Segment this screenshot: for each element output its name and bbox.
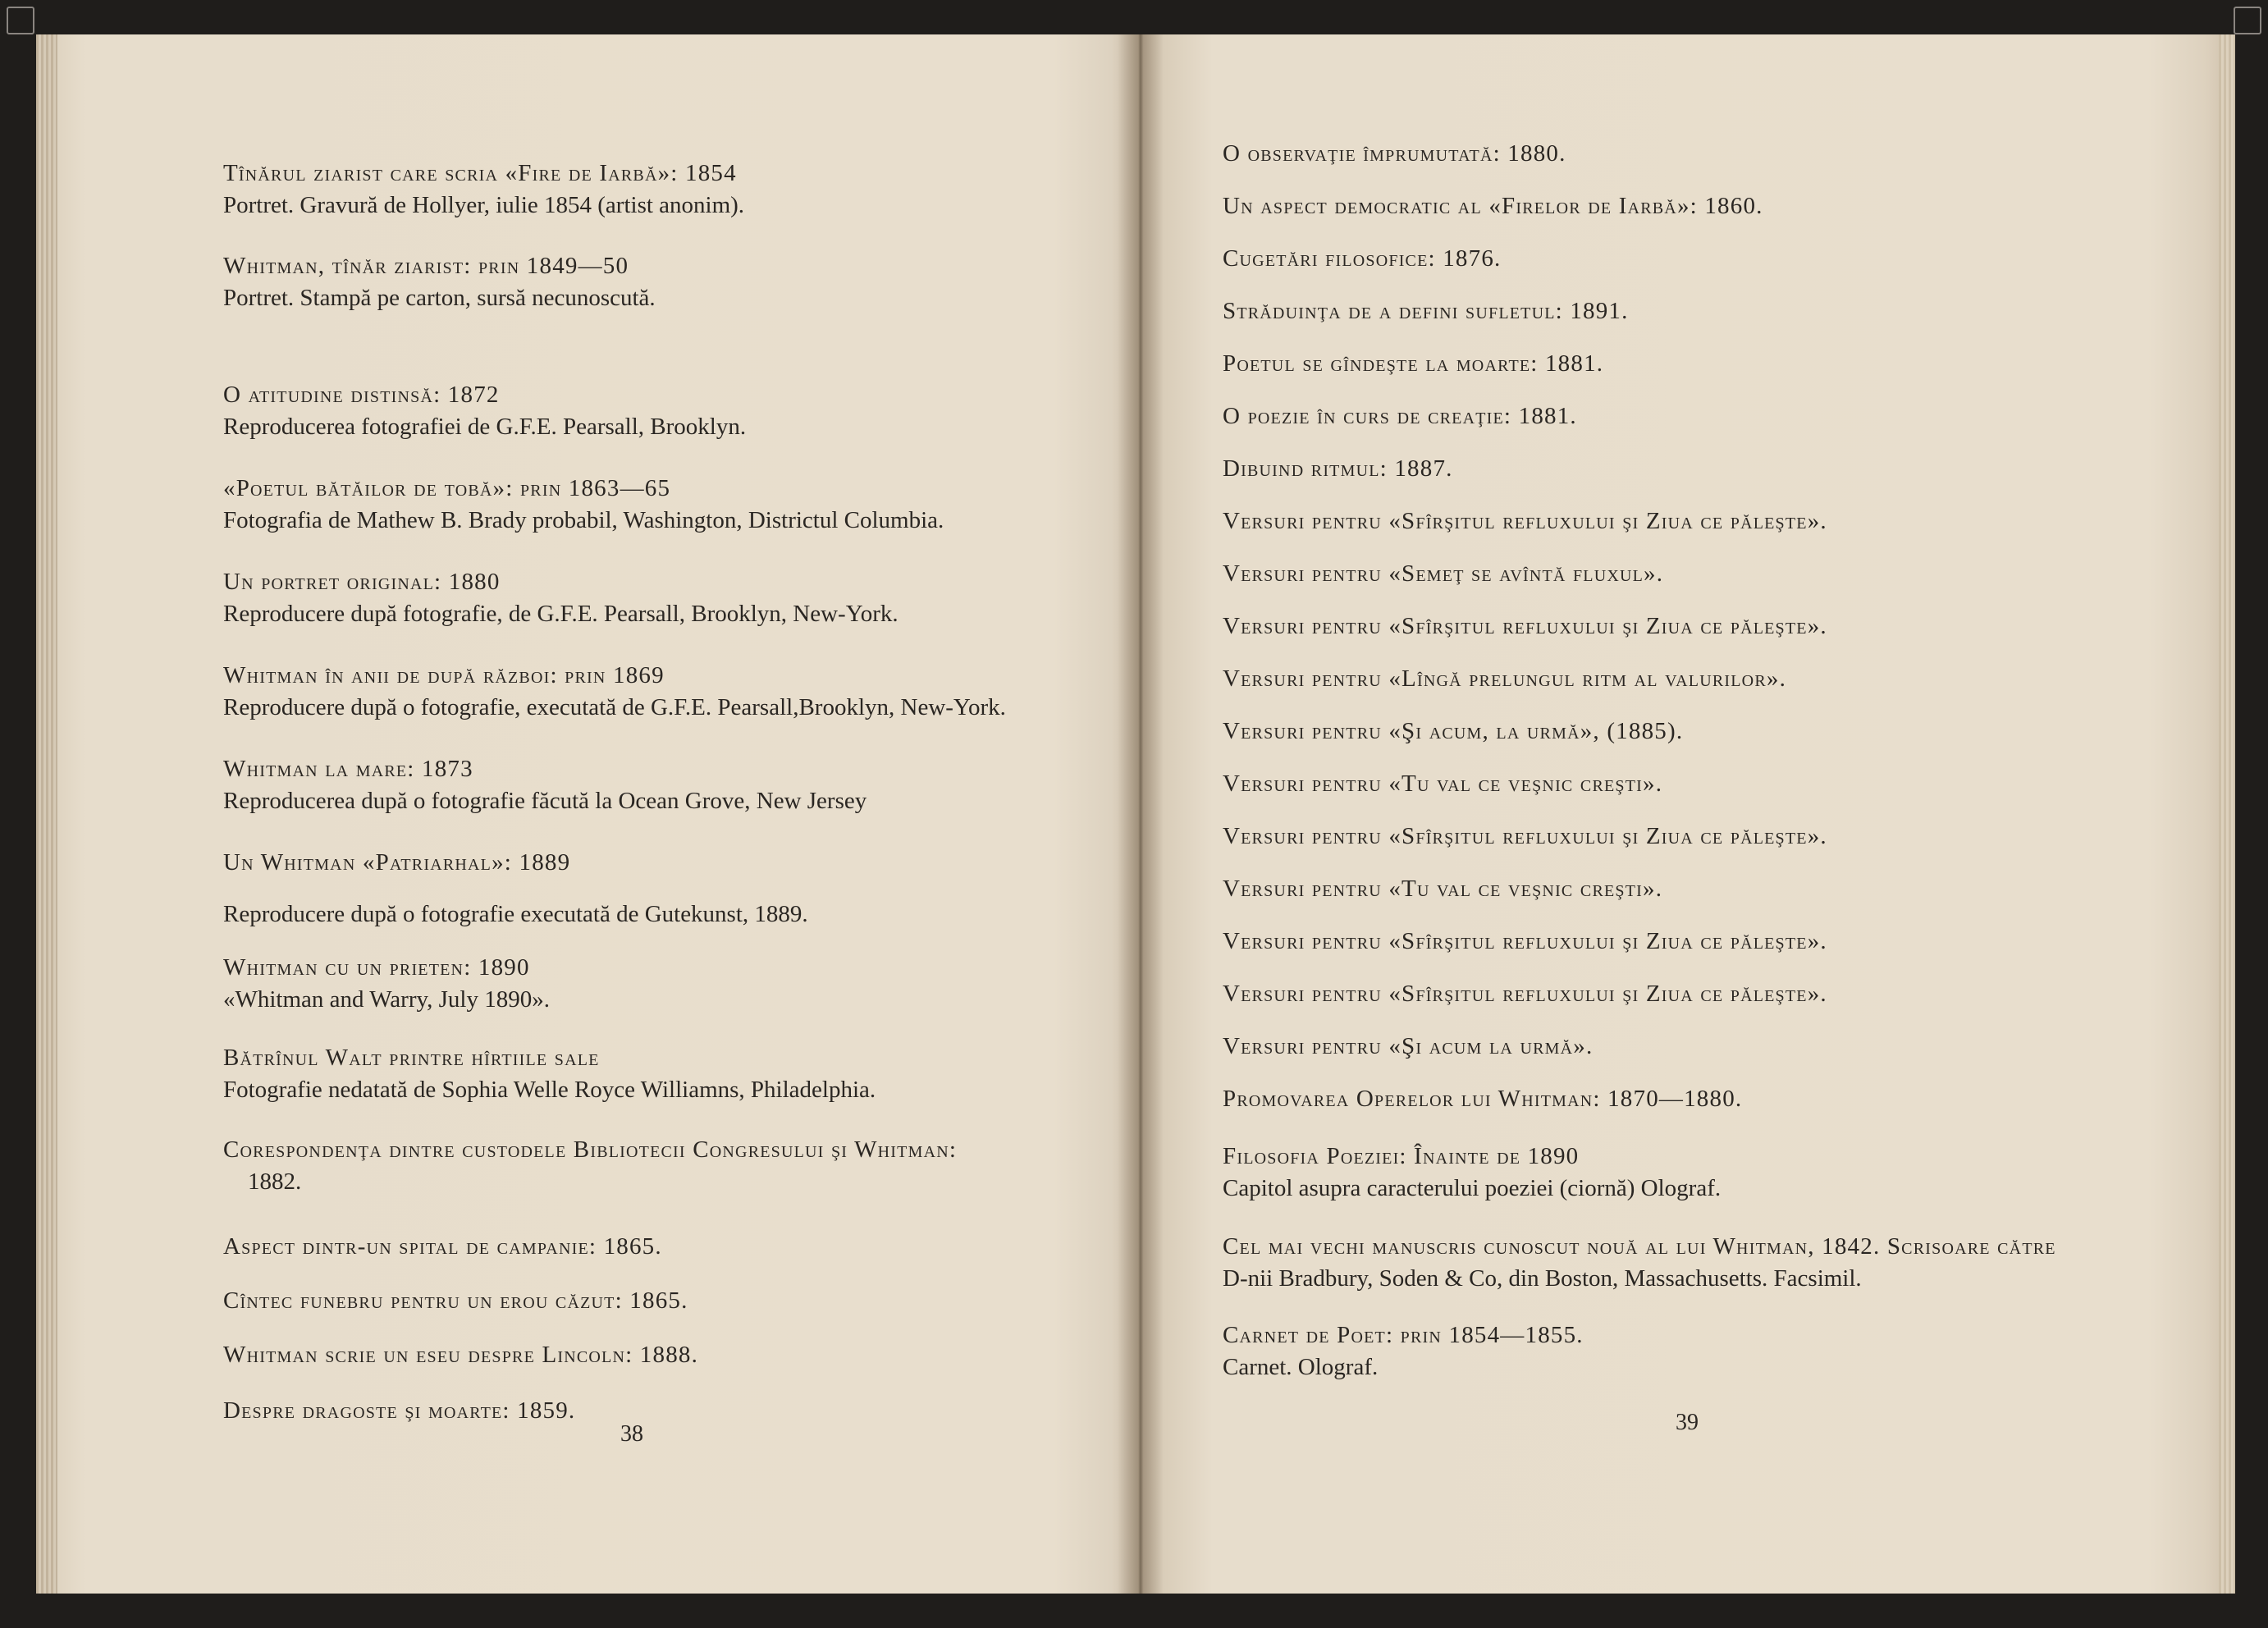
entry-description: «Whitman and Warry, July 1890». [223, 986, 550, 1013]
list-item [1223, 873, 2109, 904]
entry-title: Aspect dintr-un spital de campanie: 1865. [223, 1233, 662, 1260]
entry-title: Versuri pentru «Semeţ se avîntă fluxul». [1223, 560, 1664, 587]
entry-description: 1882. [248, 1168, 302, 1195]
list-item [1223, 1141, 2109, 1205]
list-item [223, 566, 1093, 630]
list-item [1223, 768, 2109, 799]
entry-title: Versuri pentru «Şi acum, la urmă», (1885). [1223, 718, 1684, 744]
list-item [223, 158, 1093, 222]
entry-description: Carnet. Olograf. [1223, 1354, 1379, 1380]
list-item [1223, 610, 2109, 642]
entry-title: Un portret original: 1880 [223, 569, 501, 595]
entry-title: Versuri pentru «Lîngă prelungul ritm al valurilor». [1223, 665, 1787, 692]
list-item [1223, 453, 2109, 484]
entry-title: Whitman, tînăr ziarist: prin 1849—50 [223, 253, 629, 279]
page-number: 38 [620, 1421, 643, 1447]
entry-title: Versuri pentru «Sfîrşitul refluxului şi Ziua ce păleşte». [1223, 508, 1827, 534]
entry-title: Whitman cu un prieten: 1890 [223, 954, 530, 981]
entry-title: Versuri pentru «Sfîrşitul refluxului şi Ziua ce păleşte». [1223, 928, 1827, 954]
page-edges [36, 34, 57, 1594]
list-item [223, 379, 1093, 443]
list-item [1223, 663, 2109, 694]
entry-description: Reproducere după o fotografie executată de Gutekunst, 1889. [223, 901, 808, 927]
entry-title: Versuri pentru «Sfîrşitul refluxului şi Ziua ce păleşte». [1223, 823, 1827, 849]
list-item [223, 250, 1093, 314]
list-item [1223, 243, 2109, 274]
list-item [223, 1042, 1093, 1106]
list-item [1223, 190, 2109, 222]
entry-title: O observaţie împrumutată: 1880. [1223, 140, 1566, 167]
entry-description: Reproducerea după o fotografie făcută la Ocean Grove, New Jersey [223, 788, 867, 814]
list-item [1223, 348, 2109, 379]
corner-marker [2234, 7, 2261, 34]
entry-title: Whitman scrie un eseu despre Lincoln: 1888. [223, 1342, 699, 1368]
entry-description: Reproducerea fotografiei de G.F.E. Pearsall, Brooklyn. [223, 414, 747, 440]
entry-title: Bătrînul Walt printre hîrtiile sale [223, 1045, 600, 1071]
list-item [1223, 1231, 2109, 1295]
entry-title: Cel mai vechi manuscris cunoscut nouă al lui Whitman, 1842. Scrisoare către [1223, 1233, 2056, 1260]
left-page [36, 34, 1139, 1594]
entry-title: Despre dragoste şi moarte: 1859. [223, 1397, 576, 1424]
entry-title: Versuri pentru «Sfîrşitul refluxului şi Ziua ce păleşte». [1223, 613, 1827, 639]
entry-description: Capitol asupra caracterului poeziei (ciornă) Olograf. [1223, 1175, 1722, 1201]
entry-title: Corespondenţa dintre custodele Bibliotecii Congresului şi Whitman: [223, 1136, 958, 1163]
list-item [223, 898, 1093, 931]
entry-title: O poezie în curs de creaţie: 1881. [1223, 403, 1577, 429]
list-item [1223, 138, 2109, 169]
page-edges [2219, 34, 2235, 1594]
list-item [223, 1231, 1093, 1262]
entry-title: Cîntec funebru pentru un erou căzut: 1865. [223, 1287, 688, 1314]
entry-title: Whitman la mare: 1873 [223, 756, 473, 782]
entry-title: Filosofia Poeziei: Înainte de 1890 [1223, 1143, 1580, 1169]
list-item [1223, 926, 2109, 957]
entry-title: Un aspect democratic al «Firelor de Iarbă»: 1860. [1223, 193, 1763, 219]
corner-marker [7, 7, 34, 34]
entry-title: Străduinţa de a defini sufletul: 1891. [1223, 298, 1629, 324]
entry-title: Promovarea Operelor lui Whitman: 1870—1880. [1223, 1086, 1743, 1112]
entry-title: Whitman în anii de după război: prin 1869 [223, 662, 665, 688]
entry-title: Carnet de Poet: prin 1854—1855. [1223, 1322, 1584, 1348]
entry-description: Fotografie nedatată de Sophia Welle Royce Williamns, Philadelphia. [223, 1077, 876, 1103]
page-number: 39 [1676, 1410, 1699, 1435]
list-item [223, 847, 1093, 878]
list-item [1223, 400, 2109, 432]
entry-title: Versuri pentru «Tu val ce veşnic creşti». [1223, 771, 1663, 797]
entry-description: Portret. Stampă pe carton, sursă necunoscută. [223, 285, 656, 311]
list-item [1223, 295, 2109, 327]
entry-title: Tînărul ziarist care scria «Fire de Iarbă»: 1854 [223, 160, 737, 186]
entry-title: Poetul se gîndeşte la moarte: 1881. [1223, 350, 1604, 377]
list-item [223, 473, 1093, 537]
list-item [223, 660, 1093, 724]
entry-description: Fotografia de Mathew B. Brady probabil, Washington, Districtul Columbia. [223, 507, 944, 533]
entry-title: Versuri pentru «Tu val ce veşnic creşti». [1223, 876, 1663, 902]
list-item [1223, 1031, 2109, 1062]
list-item [1223, 978, 2109, 1009]
entry-title: Cugetări filosofice: 1876. [1223, 245, 1502, 272]
list-item [1223, 558, 2109, 589]
list-item [1223, 716, 2109, 747]
list-item [1223, 505, 2109, 537]
entry-description: Portret. Gravură de Hollyer, iulie 1854 (artist anonim). [223, 192, 745, 218]
list-item [1223, 1083, 2109, 1114]
entry-description: D-nii Bradbury, Soden & Co, din Boston, Massachusetts. Facsimil. [1223, 1265, 1862, 1292]
entry-title: Dibuind ritmul: 1887. [1223, 455, 1453, 482]
list-item [223, 1134, 1093, 1198]
book-gutter [1118, 34, 1164, 1594]
entry-title: O atitudine distinsă: 1872 [223, 382, 500, 408]
list-item [223, 952, 1093, 1016]
entry-title: «Poetul bătăilor de tobă»: prin 1863—65 [223, 475, 671, 501]
entry-description: Reproducere după o fotografie, executată de G.F.E. Pearsall,Brooklyn, New-York. [223, 694, 1006, 720]
list-item [1223, 1319, 2109, 1383]
entry-title: Versuri pentru «Şi acum la urmă». [1223, 1033, 1594, 1059]
list-item [223, 1285, 1093, 1316]
entry-title: Versuri pentru «Sfîrşitul refluxului şi Ziua ce păleşte». [1223, 981, 1827, 1007]
list-item [223, 753, 1093, 817]
entry-description: Reproducere după fotografie, de G.F.E. Pearsall, Brooklyn, New-York. [223, 601, 899, 627]
list-item [223, 1339, 1093, 1370]
list-item [1223, 821, 2109, 852]
entry-title: Un Whitman «Patriarhal»: 1889 [223, 849, 571, 876]
